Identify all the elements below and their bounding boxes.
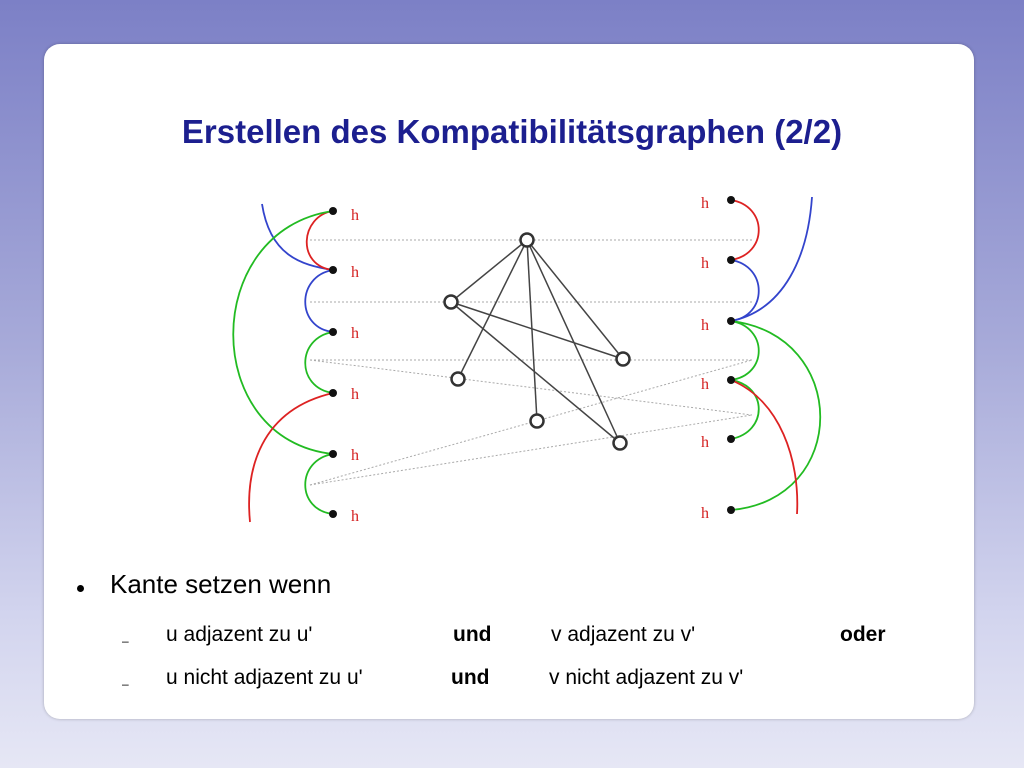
condition-conjunction: und	[453, 623, 492, 646]
graph-node	[445, 296, 458, 309]
right-dot	[727, 376, 735, 384]
left-dot	[329, 389, 337, 397]
node-label-h: h	[701, 195, 709, 212]
node-label-h: h	[701, 505, 709, 522]
node-label-h: h	[701, 376, 709, 393]
bullet-text: Kante setzen wenn	[110, 569, 332, 599]
node-label-h: h	[351, 207, 359, 224]
condition-conjunction: und	[451, 666, 490, 689]
node-label-h: h	[351, 386, 359, 403]
left-dot	[329, 510, 337, 518]
left-dot	[329, 207, 337, 215]
graph-node	[452, 373, 465, 386]
right-dot	[727, 256, 735, 264]
slide-title: Erstellen des Kompatibilitätsgraphen (2/2)	[181, 113, 843, 150]
left-dot	[329, 450, 337, 458]
sub-bullet-dash-icon: –	[122, 677, 129, 691]
node-label-h: h	[701, 255, 709, 272]
condition-left: u adjazent zu u'	[166, 623, 313, 646]
condition-tail: oder	[840, 623, 886, 646]
node-label-h: h	[351, 264, 359, 281]
right-dot	[727, 196, 735, 204]
node-label-h: h	[701, 434, 709, 451]
left-dot	[329, 266, 337, 274]
dotted-guides	[310, 240, 752, 485]
graph-node	[614, 437, 627, 450]
right-dot	[727, 506, 735, 514]
left-dot	[329, 328, 337, 336]
node-label-h: h	[351, 508, 359, 525]
graph-node	[617, 353, 630, 366]
condition-right: v nicht adjazent zu v'	[549, 666, 744, 689]
right-arcs	[731, 197, 820, 514]
node-label-h: h	[351, 447, 359, 464]
left-arcs	[233, 204, 333, 522]
condition-left: u nicht adjazent zu u'	[166, 666, 363, 689]
condition-right: v adjazent zu v'	[551, 623, 696, 646]
graph-node	[531, 415, 544, 428]
sub-bullet-dash-icon: –	[122, 634, 129, 648]
node-label-h: h	[701, 317, 709, 334]
graph-nodes	[445, 234, 630, 450]
graph-node	[521, 234, 534, 247]
right-dot	[727, 435, 735, 443]
graph-edges	[451, 240, 623, 443]
node-label-h: h	[351, 325, 359, 342]
right-dot	[727, 317, 735, 325]
right-dots	[727, 196, 735, 514]
